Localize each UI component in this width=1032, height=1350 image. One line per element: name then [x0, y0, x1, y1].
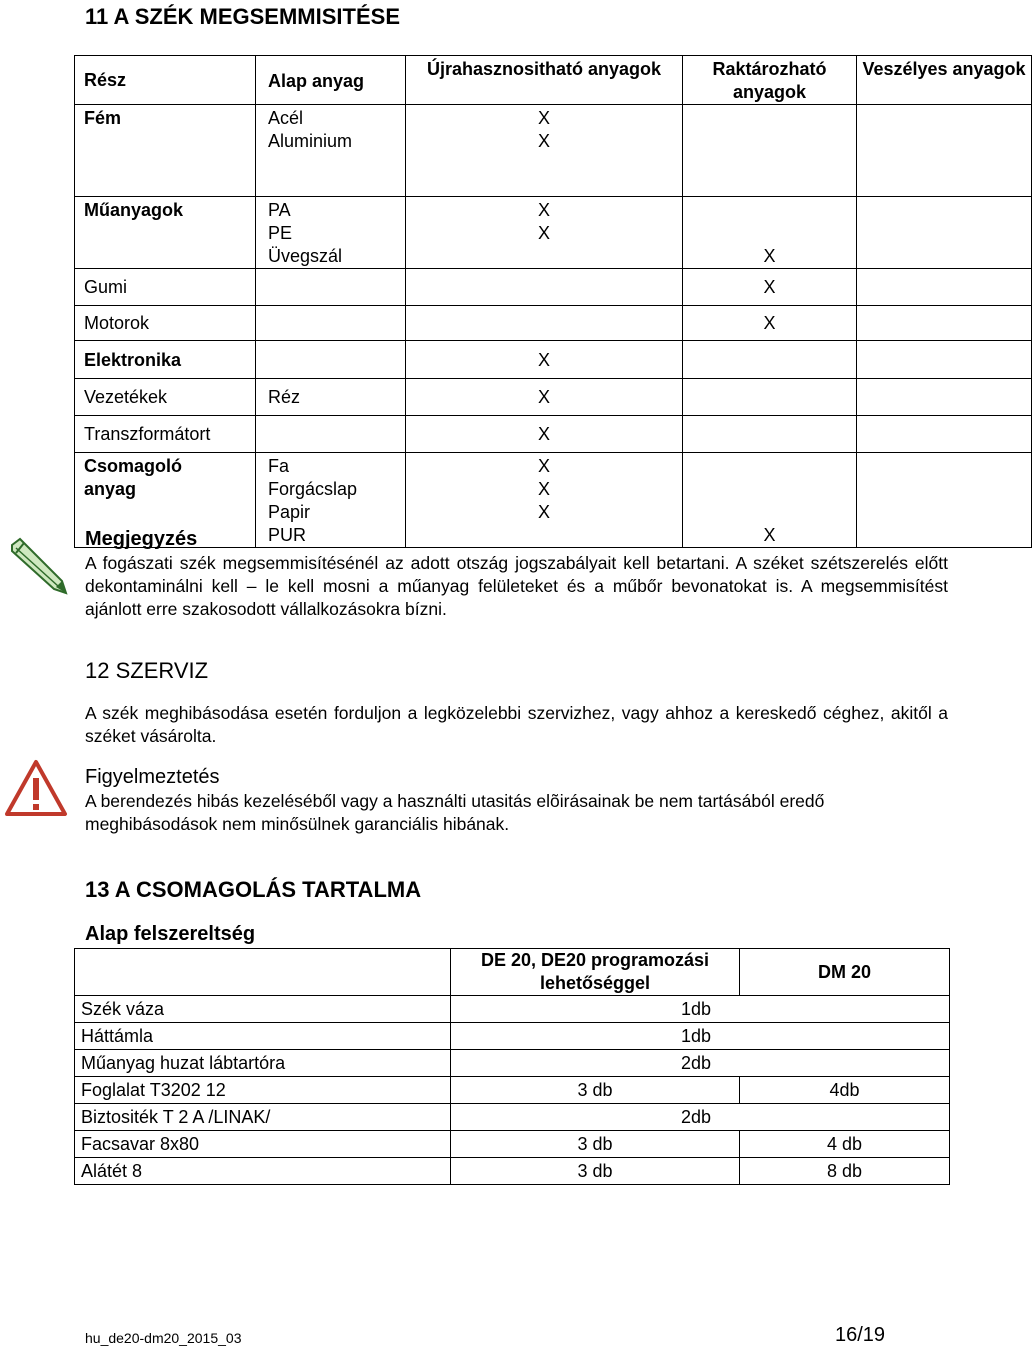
package-qty-de20: 3 db	[451, 1131, 740, 1158]
disposal-row	[75, 416, 1032, 453]
storable-cell	[683, 197, 857, 269]
storable-cell-value	[683, 501, 856, 524]
disposal-row	[75, 453, 1032, 548]
material-cell-value: Forgácslap	[268, 479, 358, 499]
package-header-de20: DE 20, DE20 programozási lehetőséggel	[451, 949, 740, 996]
package-row	[75, 1050, 950, 1077]
note-text: A fogászati szék megsemmisítésénél az adott otszág jogszabályait kell betartani. A széket szétszerelés előtt dekontaminálni kell – le kell mosni a műanyag felületeket és a műbőr bevonatokat is. A megsemmisítést ajánlott erre szakosodott vállalkozásokra bízni.	[85, 553, 948, 619]
section-12-title: 12 SZERVIZ	[85, 658, 209, 683]
package-row	[75, 1158, 950, 1185]
storable-cell-value: X	[763, 277, 776, 297]
recyclable-cell-value: X	[537, 108, 550, 128]
material-cell-value: Acél	[268, 108, 304, 128]
package-item: Háttámla	[75, 1023, 451, 1050]
recyclable-cell-value: X	[537, 200, 550, 220]
section-13-subtitle: Alap felszereltség	[85, 923, 256, 945]
material-cell-value: Aluminium	[268, 131, 353, 151]
part-name: Transzformátort	[75, 416, 256, 453]
part-name: Gumi	[75, 269, 256, 306]
recyclable-cell	[406, 341, 683, 379]
package-header-item	[75, 949, 451, 996]
recyclable-cell-value: X	[537, 387, 550, 407]
material-cell	[256, 269, 406, 306]
warning-title: Figyelmeztetés	[85, 766, 220, 788]
material-cell	[256, 306, 406, 341]
storable-cell	[683, 269, 857, 306]
package-row	[75, 1023, 950, 1050]
hazardous-cell	[857, 379, 1032, 416]
recyclable-cell	[406, 453, 683, 548]
footer-doc-id: hu_de20-dm20_2015_03	[85, 1330, 242, 1346]
material-cell-value: PE	[268, 223, 293, 243]
recyclable-cell	[406, 105, 683, 197]
part-name: Vezetékek	[75, 379, 256, 416]
storable-cell-value	[683, 478, 856, 501]
package-qty-shared: 2db	[451, 1050, 950, 1077]
package-item: Foglalat T3202 12	[75, 1077, 451, 1104]
package-qty-shared: 1db	[451, 996, 950, 1023]
footer-page-number: 16/19	[835, 1324, 886, 1346]
part-name: Fém	[75, 105, 256, 197]
section-11-title: 11 A SZÉK MEGSEMMISITÉSE	[85, 4, 400, 29]
disposal-table	[74, 55, 1032, 548]
material-cell-value: PA	[268, 200, 291, 220]
header-resz: Rész	[75, 56, 256, 105]
disposal-row	[75, 269, 1032, 306]
hazardous-cell	[857, 306, 1032, 341]
disposal-row	[75, 379, 1032, 416]
header-ujrahasznosithato: Újrahasznositható anyagok	[406, 56, 683, 105]
storable-cell-value	[683, 199, 856, 222]
storable-cell-value	[683, 222, 856, 245]
package-header-dm20: DM 20	[740, 949, 950, 996]
recyclable-cell	[406, 306, 683, 341]
disposal-row	[75, 197, 1032, 269]
material-cell	[256, 341, 406, 379]
package-item: Biztositék T 2 A /LINAK/	[75, 1104, 451, 1131]
disposal-header-row	[75, 56, 1032, 105]
hazardous-cell	[857, 453, 1032, 548]
recyclable-cell-value	[406, 524, 682, 547]
storable-cell	[683, 105, 857, 197]
hazardous-cell	[857, 269, 1032, 306]
warning-triangle-icon	[4, 758, 68, 818]
recyclable-cell	[406, 416, 683, 453]
section-13-title: 13 A CSOMAGOLÁS TARTALMA	[85, 877, 422, 902]
package-qty-dm20: 4db	[740, 1077, 950, 1104]
recyclable-cell-value: X	[537, 223, 550, 243]
section-12-text: A szék meghibásodása esetén forduljon a legközelebbi szervizhez, vagy ahhoz a kereskedő céghez, akitől a széket vásárolta.	[85, 703, 948, 746]
material-cell-value: Üvegszál	[268, 246, 343, 266]
package-table	[74, 948, 950, 1185]
material-cell-value: Réz	[268, 387, 301, 407]
material-cell-value: Papir	[268, 502, 311, 522]
disposal-row	[75, 105, 1032, 197]
part-name: Műanyagok	[75, 197, 256, 269]
storable-cell	[683, 306, 857, 341]
header-veszelyes: Veszélyes anyagok	[857, 56, 1032, 105]
part-name: Csomagoló anyag	[75, 453, 256, 548]
package-row	[75, 1131, 950, 1158]
package-item: Alátét 8	[75, 1158, 451, 1185]
hazardous-cell	[857, 416, 1032, 453]
storable-cell-value	[683, 455, 856, 478]
recyclable-cell-value: X	[537, 456, 550, 476]
material-cell-value: Fa	[268, 456, 290, 476]
note-title: Megjegyzés	[85, 528, 198, 550]
package-qty-dm20: 8 db	[740, 1158, 950, 1185]
hazardous-cell	[857, 197, 1032, 269]
material-cell	[256, 197, 406, 269]
recyclable-cell	[406, 269, 683, 306]
recyclable-cell-value: X	[537, 424, 550, 444]
package-row	[75, 1077, 950, 1104]
package-row	[75, 1104, 950, 1131]
material-cell	[256, 379, 406, 416]
package-qty-shared: 2db	[451, 1104, 950, 1131]
recyclable-cell	[406, 197, 683, 269]
storable-cell	[683, 379, 857, 416]
recyclable-cell-value: X	[537, 479, 550, 499]
recyclable-cell-value: X	[537, 350, 550, 370]
header-alap-anyag: Alap anyag	[256, 56, 406, 105]
storable-cell-value: X	[763, 525, 776, 545]
package-header-row	[75, 949, 950, 996]
warning-text: A berendezés hibás kezeléséből vagy a használti utasitás elõirásainak be nem tartásából eredő meghibásodások nem minősülnek garanciális hibának.	[85, 791, 825, 834]
recyclable-cell-value	[406, 245, 682, 268]
material-cell	[256, 416, 406, 453]
material-cell	[256, 105, 406, 197]
disposal-row	[75, 306, 1032, 341]
header-raktarozhato: Raktározható anyagok	[683, 56, 857, 105]
storable-cell-value: X	[763, 246, 776, 266]
hazardous-cell	[857, 341, 1032, 379]
hazardous-cell	[857, 105, 1032, 197]
package-qty-de20: 3 db	[451, 1077, 740, 1104]
recyclable-cell	[406, 379, 683, 416]
recyclable-cell-value: X	[537, 502, 550, 522]
package-item: Műanyag huzat lábtartóra	[75, 1050, 451, 1077]
storable-cell	[683, 416, 857, 453]
part-name: Elektronika	[75, 341, 256, 379]
storable-cell	[683, 341, 857, 379]
package-row	[75, 996, 950, 1023]
package-qty-dm20: 4 db	[740, 1131, 950, 1158]
pencil-icon	[4, 533, 68, 597]
material-cell-value: PUR	[268, 525, 307, 545]
disposal-row	[75, 341, 1032, 379]
package-qty-de20: 3 db	[451, 1158, 740, 1185]
package-qty-shared: 1db	[451, 1023, 950, 1050]
material-cell	[256, 453, 406, 548]
package-item: Facsavar 8x80	[75, 1131, 451, 1158]
recyclable-cell-value: X	[537, 131, 550, 151]
package-item: Szék váza	[75, 996, 451, 1023]
storable-cell-value: X	[763, 313, 776, 333]
storable-cell	[683, 453, 857, 548]
part-name: Motorok	[75, 306, 256, 341]
